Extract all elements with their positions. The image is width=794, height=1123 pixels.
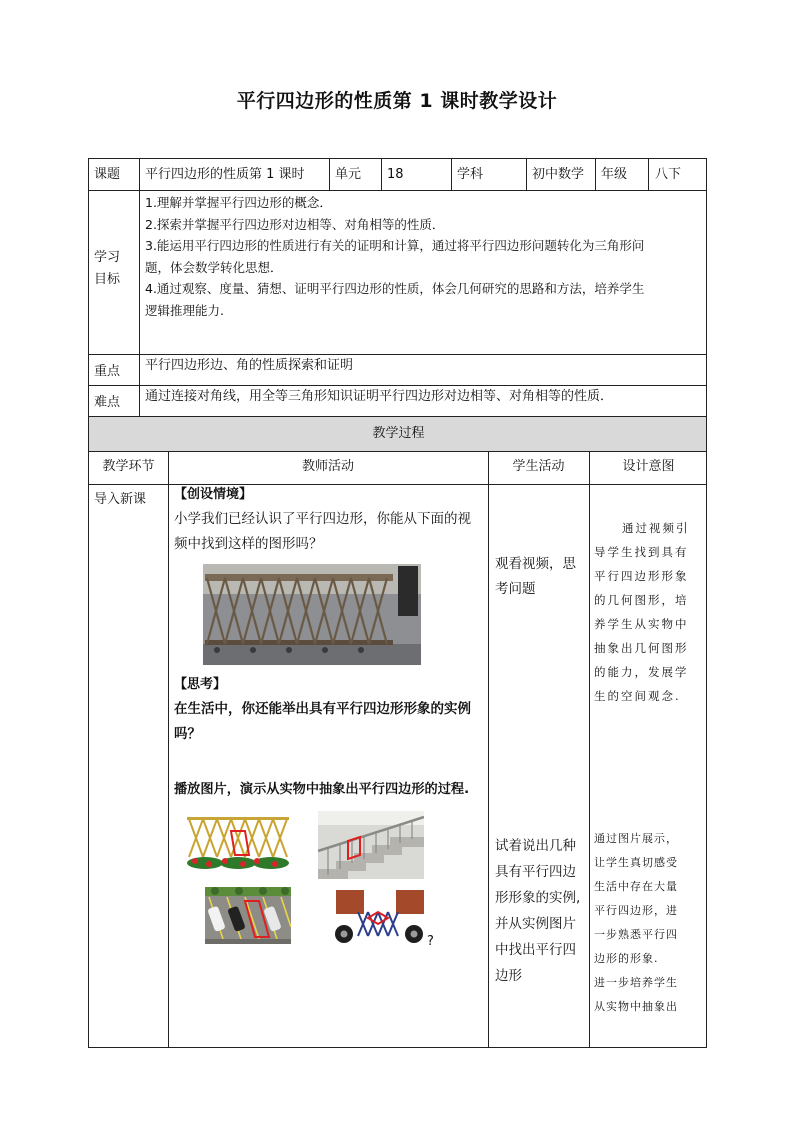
key-point-value: 平行四边形边、角的性质探索和证明 <box>145 358 354 373</box>
student-activity-line: 边形 <box>495 968 522 984</box>
student-activity-line: 并从实例图片 <box>495 916 576 932</box>
student-activity-line: 试着说出几种 <box>495 838 576 854</box>
student-activity-line: 观看视频，思 <box>495 556 576 572</box>
retractable-gate-photo <box>203 564 421 665</box>
design-intent-line: 生活中存在大量 <box>594 880 678 893</box>
student-activity-line: 具有平行四边 <box>495 864 576 880</box>
difficulty-label: 难点 <box>94 395 121 410</box>
objective-line: 1.理解并掌握平行四边形的概念． <box>145 195 332 210</box>
subject-value: 初中数学 <box>532 167 585 182</box>
situation-text <box>174 507 486 557</box>
question-mark: ? <box>427 934 434 949</box>
student-activity-line: 考问题 <box>495 581 536 597</box>
objectives-label-line1: 学习 <box>94 250 121 265</box>
key-point-label: 重点 <box>94 364 121 379</box>
flower-fence-picture <box>185 811 291 873</box>
unit-value: 18 <box>387 167 404 182</box>
truck-lattice-picture <box>334 886 426 946</box>
course-value: 平行四边形的性质第 1 课时 <box>145 167 305 182</box>
design-intent-line: 平行四边形形象 <box>594 569 689 583</box>
design-intent-line: 进一步培养学生 <box>594 976 678 989</box>
design-intent-line: 平行四边形，进 <box>594 904 678 917</box>
design-intent-line: 生的空间观念. <box>594 689 681 703</box>
grade-value: 八下 <box>655 167 682 182</box>
difficulty-value: 通过连接对角线，用全等三角形知识证明平行四边形对边相等、对角相等的性质． <box>145 389 614 404</box>
show-pictures-text: 播放图片，演示从实物中抽象出平行四边形的过程. <box>174 782 470 797</box>
situation-tag: 【创设情境】 <box>174 487 253 502</box>
objectives-label <box>94 247 120 291</box>
student-activity-line: 中找出平行四 <box>495 942 576 958</box>
student-activity-1 <box>495 552 587 602</box>
objective-line: 逻辑推理能力. <box>145 302 224 318</box>
column-header-intent: 设计意图 <box>622 459 675 474</box>
think-tag: 【思考】 <box>174 677 227 692</box>
process-header: 教学过程 <box>372 426 425 441</box>
objective-line: 题，体会数学转化思想． <box>145 259 283 275</box>
column-header-stage: 教学环节 <box>102 459 155 474</box>
design-intent-line: 养学生从实物中 <box>594 617 689 631</box>
student-activity-line: 形形象的实例, <box>495 890 581 906</box>
document-title: 平行四边形的性质第 1 课时教学设计 <box>236 90 558 112</box>
design-intent-line: 导学生找到具有 <box>594 545 689 559</box>
design-intent-2 <box>594 827 706 1019</box>
design-intent-line: 通过图片展示， <box>594 832 678 845</box>
objectives-list <box>145 192 705 321</box>
design-intent-line: 通过视频引 <box>622 521 690 535</box>
design-intent-line: 从实物中抽象出 <box>594 1000 678 1013</box>
student-activity-2 <box>495 833 587 989</box>
subject-label: 学科 <box>457 167 484 182</box>
lesson-plan-table <box>88 158 707 1048</box>
design-intent-line: 一步熟悉平行四 <box>594 928 678 941</box>
design-intent-line: 边形的形象. <box>594 952 659 965</box>
column-header-teacher: 教师活动 <box>301 459 354 474</box>
objective-line: 2.探索并掌握平行四边形对边相等、对角相等的性质． <box>145 216 445 232</box>
design-intent-line: 的几何图形，培 <box>594 593 689 607</box>
design-intent-line: 抽象出几何图形 <box>594 641 689 655</box>
unit-label: 单元 <box>335 167 362 182</box>
grade-label: 年级 <box>601 167 628 182</box>
stage-name: 导入新课 <box>94 492 147 507</box>
stair-railing-picture <box>318 811 424 879</box>
situation-text-line: 频中找到这样的图形吗？ <box>174 536 323 552</box>
design-intent-1 <box>594 516 706 708</box>
think-question <box>174 697 486 747</box>
objective-line: 4.通过观察、度量、猜想、证明平行四边形的性质，体会几何研究的思路和方法，培养学生 <box>145 281 645 296</box>
objectives-label-line2: 目标 <box>94 272 121 287</box>
course-label: 课题 <box>94 167 121 182</box>
think-question-line: 吗？ <box>174 726 201 742</box>
situation-text-line: 小学我们已经认识了平行四边形，你能从下面的视 <box>174 511 471 527</box>
parking-lot-picture <box>205 887 291 944</box>
design-intent-line: 的能力，发展学 <box>594 665 689 679</box>
column-header-student: 学生活动 <box>512 459 565 474</box>
design-intent-line: 让学生真切感受 <box>594 856 678 869</box>
objective-line: 3.能运用平行四边形的性质进行有关的证明和计算，通过将平行四边形问题转化为三角形问 <box>145 238 645 253</box>
think-question-line: 在生活中，你还能举出具有平行四边形形象的实例 <box>174 701 471 717</box>
